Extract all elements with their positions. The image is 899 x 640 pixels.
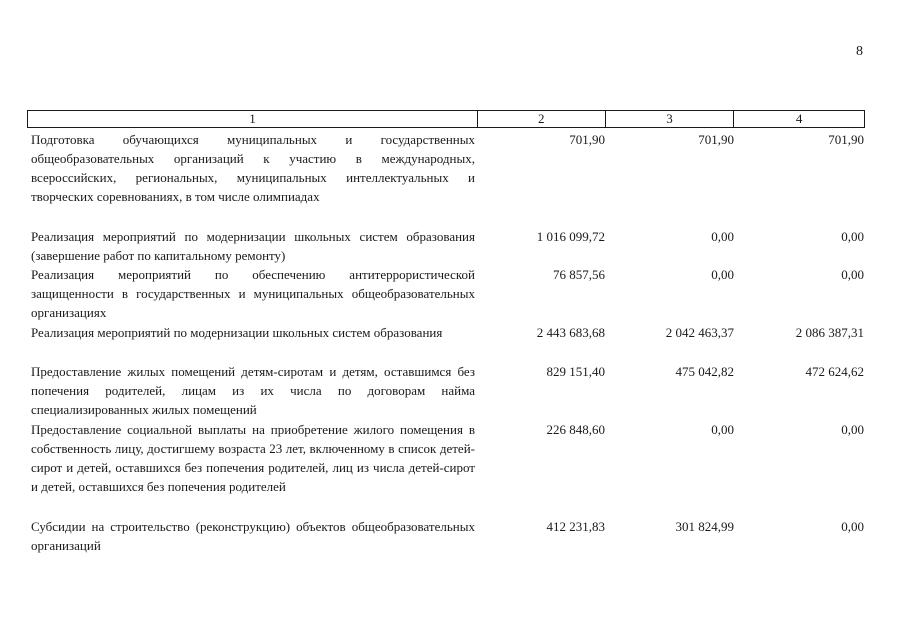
row-description: Реализация мероприятий по обеспечению антитеррористической защищенности в государственных и муниципальных общеобразовательных организациях <box>31 267 475 320</box>
row-value-col2: 76 857,56 <box>553 267 605 282</box>
row-value-col3: 2 042 463,37 <box>665 325 734 340</box>
row-value-col4: 0,00 <box>841 267 864 282</box>
row-value-col3: 301 824,99 <box>675 519 734 534</box>
row-value-col4: 0,00 <box>841 422 864 437</box>
row-value-col4: 701,90 <box>828 132 864 147</box>
header-cell-4: 4 <box>795 111 803 126</box>
row-value-col3: 0,00 <box>711 267 734 282</box>
row-value-col4: 0,00 <box>841 519 864 534</box>
row-value-col3: 475 042,82 <box>675 364 734 379</box>
row-value-col4: 0,00 <box>841 229 864 244</box>
row-value-col2: 2 443 683,68 <box>536 325 605 340</box>
row-value-col2: 412 231,83 <box>546 519 605 534</box>
row-value-col4: 2 086 387,31 <box>795 325 864 340</box>
row-value-col3: 0,00 <box>711 422 734 437</box>
row-description: Предоставление социальной выплаты на приобретение жилого помещения в собственность лицу, достигшему возраста 23 лет, включенному в список детей-сирот и детей, оставшихся без попечения родителей, лиц из числа детей-сирот и детей, оставшихся без попечения родителей <box>31 422 475 494</box>
row-value-col4: 472 624,62 <box>805 364 864 379</box>
table-header <box>27 110 865 128</box>
header-cell-2: 2 <box>478 111 606 127</box>
row-description: Субсидии на строительство (реконструкцию) объектов общеобразовательных организаций <box>31 519 475 553</box>
row-value-col2: 226 848,60 <box>546 422 605 437</box>
header-cell-1: 1 <box>28 111 478 127</box>
row-description: Предоставление жилых помещений детям-сиротам и детям, оставшимся без попечения родителей, лицам из их числа по договорам найма специализированных жилых помещений <box>31 364 475 417</box>
row-description: Реализация мероприятий по модернизации школьных систем образования (завершение работ по капитальному ремонту) <box>31 229 475 263</box>
row-description: Реализация мероприятий по модернизации школьных систем образования <box>31 325 443 340</box>
row-value-col2: 829 151,40 <box>546 364 605 379</box>
row-value-col2: 1 016 099,72 <box>536 229 605 244</box>
header-cell-3: 3 <box>606 111 735 127</box>
row-value-col3: 701,90 <box>698 132 734 147</box>
row-value-col3: 0,00 <box>711 229 734 244</box>
row-description: Подготовка обучающихся муниципальных и государственных общеобразовательных организаций к участию в международных, всероссийских, региональных, муниципальных интеллектуальных и творческих соревнованиях, в том числе олимпиадах <box>31 132 475 204</box>
row-value-col2: 701,90 <box>569 132 605 147</box>
page-number: 8 <box>856 44 863 59</box>
